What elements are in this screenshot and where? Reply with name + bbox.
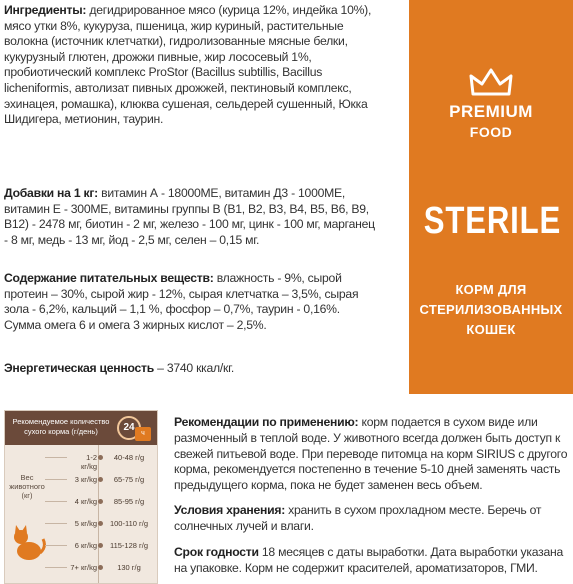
row-weight: 4 кг/kg: [74, 497, 97, 506]
shelf-life-label: Срок годности: [174, 545, 259, 559]
banner-description: [419, 280, 563, 340]
cat-icon: [9, 523, 47, 563]
feeding-table: [4, 410, 158, 584]
row-tick: [45, 567, 67, 568]
banner-desc-line: КОШЕК: [466, 322, 516, 337]
daily-badge-unit: ч: [135, 427, 151, 441]
feeding-row: [45, 535, 157, 557]
banner-desc-line: СТЕРИЛИЗОВАННЫХ: [419, 302, 563, 317]
row-amount: 130 г/g: [117, 563, 141, 572]
row-amount: 115-128 г/g: [109, 541, 149, 550]
usage-label: Рекомендации по применению:: [174, 415, 359, 429]
feeding-table-header: [5, 411, 158, 445]
row-amount: 100-110 г/g: [109, 519, 149, 528]
feeding-row: [45, 469, 157, 491]
storage-text: хранить в сухом прохладном месте. Беречь от солнечных лучей и влаги.: [174, 503, 542, 533]
row-tick: [45, 501, 67, 502]
sterile-banner: [409, 0, 573, 394]
storage-label: Условия хранения:: [174, 503, 286, 517]
row-tick: [45, 545, 67, 546]
row-weight: 7+ кг/kg: [70, 563, 97, 572]
usage-paragraph: [174, 415, 570, 494]
feeding-row: [45, 513, 157, 535]
weight-column-label: Вес животного (кг): [9, 473, 45, 500]
ingredients-paragraph: [4, 3, 376, 128]
premium-label: PREMIUM: [449, 102, 533, 121]
food-label: FOOD: [469, 124, 513, 140]
shelf-life-paragraph: [174, 545, 570, 577]
additives-paragraph: [4, 186, 376, 248]
storage-paragraph: [174, 503, 570, 535]
feeding-row: [45, 491, 157, 513]
banner-desc-line: КОРМ ДЛЯ: [455, 282, 527, 297]
row-tick: [45, 457, 67, 458]
nutrition-label: Содержание питательных веществ:: [4, 271, 214, 285]
energy-label: Энергетическая ценность: [4, 361, 155, 375]
row-weight: 1-2 кг/kg: [80, 453, 97, 471]
additives-text: витамин А - 18000МЕ, витамин Д3 - 1000МЕ, витамин Е - 300МЕ, витамины группы В (В1, В2, В3, В4, В5, В6, В9, В12) - 2478 мг, биотин - 2 мг, железо - 100 мг, цинк - 100 мг, марганец - 8 мг, медь - 13 мг, йод - 2,5 мг, селен – 0,15 мг.: [4, 186, 375, 247]
energy-paragraph: [4, 361, 376, 377]
additives-label: Добавки на 1 кг:: [4, 186, 98, 200]
row-amount: 65-75 г/g: [113, 475, 145, 484]
daily-badge: 24: [117, 416, 141, 440]
row-weight: 6 кг/kg: [74, 541, 97, 550]
row-amount: 85-95 г/g: [113, 497, 145, 506]
ingredients-text: дегидрированное мясо (курица 12%, индейка 10%), мясо утки 8%, кукуруза, пшеница, жир куриный, растительные волокна (источник клетчатки), гидролизованные мясные белки, кукурузный глютен, дрожжи пивные, жир лососевый 1%, пробиотический комплекс ProStor (Bacillus subtillis, Bacillus licheniformis, автолизат пивных дрожжей, пектиновый комплекс, эхинацея, ромашка), клюква сушеная, сельдерей сушенный, Юкка Шидигера, метионин, таурин.: [4, 3, 372, 127]
feeding-row: [45, 447, 157, 469]
nutrition-paragraph: [4, 271, 376, 333]
row-weight: 5 кг/kg: [74, 519, 97, 528]
feeding-table-title: Рекомендуемое количество сухого корма (г/день): [12, 417, 110, 436]
energy-text: – 3740 ккал/кг.: [154, 361, 234, 375]
crown-icon: [469, 68, 513, 98]
row-weight: 3 кг/kg: [74, 475, 97, 484]
shelf-life-text: 18 месяцев с даты выработки. Дата выработки указана на упаковке. Корм не содержит красителей, ароматизаторов, ГМИ.: [174, 545, 563, 575]
sterile-title: STERILE: [423, 200, 562, 242]
usage-text: корм подается в сухом виде или размоченный в теплой воде. У животного всегда должен быть доступ к свежей питьевой воде. При переводе питомца на корм SIRIUS с другого корма, рекомендуется постепенно в течение 5-10 дней заменять часть предыдущего корма, пока не будет заменен весь объем.: [174, 415, 568, 493]
ingredients-label: Ингредиенты:: [4, 3, 87, 17]
row-tick: [45, 523, 67, 524]
feeding-row: [45, 557, 157, 579]
row-tick: [45, 479, 67, 480]
nutrition-text: влажность - 9%, сырой протеин – 30%, сырой жир - 12%, сырая клетчатка – 3,5%, сырая зола - 6,2%, кальций – 1,1 %, фосфор – 0,7%, таурин - 0,16%. Сумма омега 6 и омега 3 жирных кислот – 2,5%.: [4, 271, 359, 332]
row-amount: 40-48 г/g: [113, 453, 145, 462]
